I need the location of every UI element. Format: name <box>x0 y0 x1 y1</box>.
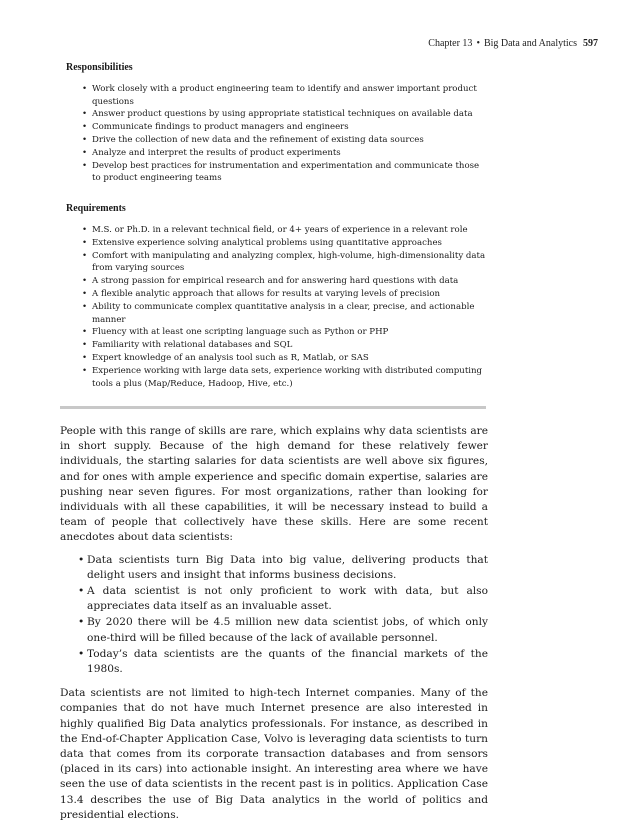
requirement-item: • Extensive experience solving analytical problems using quantitative approaches <box>82 237 486 250</box>
requirement-item: • Comfort with manipulating and analyzing complex, high-volume, high-dimensionality data from varying sources <box>82 250 486 276</box>
responsibilities-list <box>60 83 486 185</box>
requirement-item: • M.S. or Ph.D. in a relevant technical field, or 4+ years of experience in a relevant role <box>82 224 486 237</box>
requirement-item: • Familiarity with relational databases and SQL <box>82 339 486 352</box>
anecdote-item: • Today’s data scientists are the quants of the financial markets of the 1980s. <box>78 647 488 677</box>
body-paragraph: People with this range of skills are rare, which explains why data scientists are in short supply. Because of the high demand for these relatively fewer individuals, the starting salaries for data scientists are well above six figures, and for ones with ample experience and specific domain expertise, salaries are pushing near seven figures. For most organizations, rather than looking for individuals with all these capabilities, it will be necessary instead to build a team of people that collectively have these skills. Here are some recent anecdotes about data scientists: <box>60 425 488 544</box>
responsibility-item: • Communicate findings to product managers and engineers <box>82 121 486 134</box>
responsibility-item: • Drive the collection of new data and the refinement of existing data sources <box>82 134 486 147</box>
requirements-list <box>60 224 486 390</box>
page-number: 597 <box>583 38 598 49</box>
responsibility-item: • Develop best practices for instrumentation and experimentation and communicate those to product engineering teams <box>82 160 486 186</box>
main-text <box>60 424 488 823</box>
header-separator: • <box>476 38 480 49</box>
running-header <box>428 38 598 49</box>
responsibility-item: • Analyze and interpret the results of product experiments <box>82 147 486 160</box>
responsibilities-heading: Responsibilities <box>66 62 133 73</box>
requirement-item: • Ability to communicate complex quantitative analysis in a clear, precise, and actionable manner <box>82 301 486 327</box>
requirement-item: • Experience working with large data sets, experience working with distributed computing tools a plus (Map/Reduce, Hadoop, Hive, etc.) <box>82 365 486 391</box>
chapter-label: Chapter 13 <box>428 38 473 49</box>
anecdote-list <box>60 553 488 678</box>
anecdote-item: • A data scientist is not only proficient to work with data, but also appreciates data itself as an invaluable asset. <box>78 584 488 614</box>
responsibility-item: • Work closely with a product engineering team to identify and answer important product questions <box>82 83 486 109</box>
section-title: Big Data and Analytics <box>483 38 577 49</box>
requirement-item: • Fluency with at least one scripting language such as Python or PHP <box>82 326 486 339</box>
requirement-item: • A flexible analytic approach that allows for results at varying levels of precision <box>82 288 486 301</box>
job-posting-box <box>60 58 486 409</box>
requirements-heading: Requirements <box>66 203 126 215</box>
anecdote-item: • By 2020 there will be 4.5 million new data scientist jobs, of which only one-third will be filled because of the lack of available personnel. <box>78 615 488 645</box>
requirement-item: • Expert knowledge of an analysis tool such as R, Matlab, or SAS <box>82 352 486 365</box>
requirement-item: • A strong passion for empirical research and for answering hard questions with data <box>82 275 486 288</box>
anecdote-item: • Data scientists turn Big Data into big value, delivering products that delight users and insight that informs business decisions. <box>78 553 488 583</box>
responsibility-item: • Answer product questions by using appropriate statistical techniques on available data <box>82 108 486 121</box>
body-paragraph: Data scientists are not limited to high-tech Internet companies. Many of the companies that do not have much Internet presence are also interested in highly qualified Big Data analytics professionals. For instance, as described in the End-of-Chapter Application Case, Volvo is leveraging data scientists to turn data that comes from its corporate transaction databases and from sensors (placed in its cars) into actionable insight. An interesting area where we have seen the use of data scientists in the recent past is in politics. Application Case 13.4 describes the use of Big Data analytics in the world of politics and presidential elections. <box>60 687 488 821</box>
